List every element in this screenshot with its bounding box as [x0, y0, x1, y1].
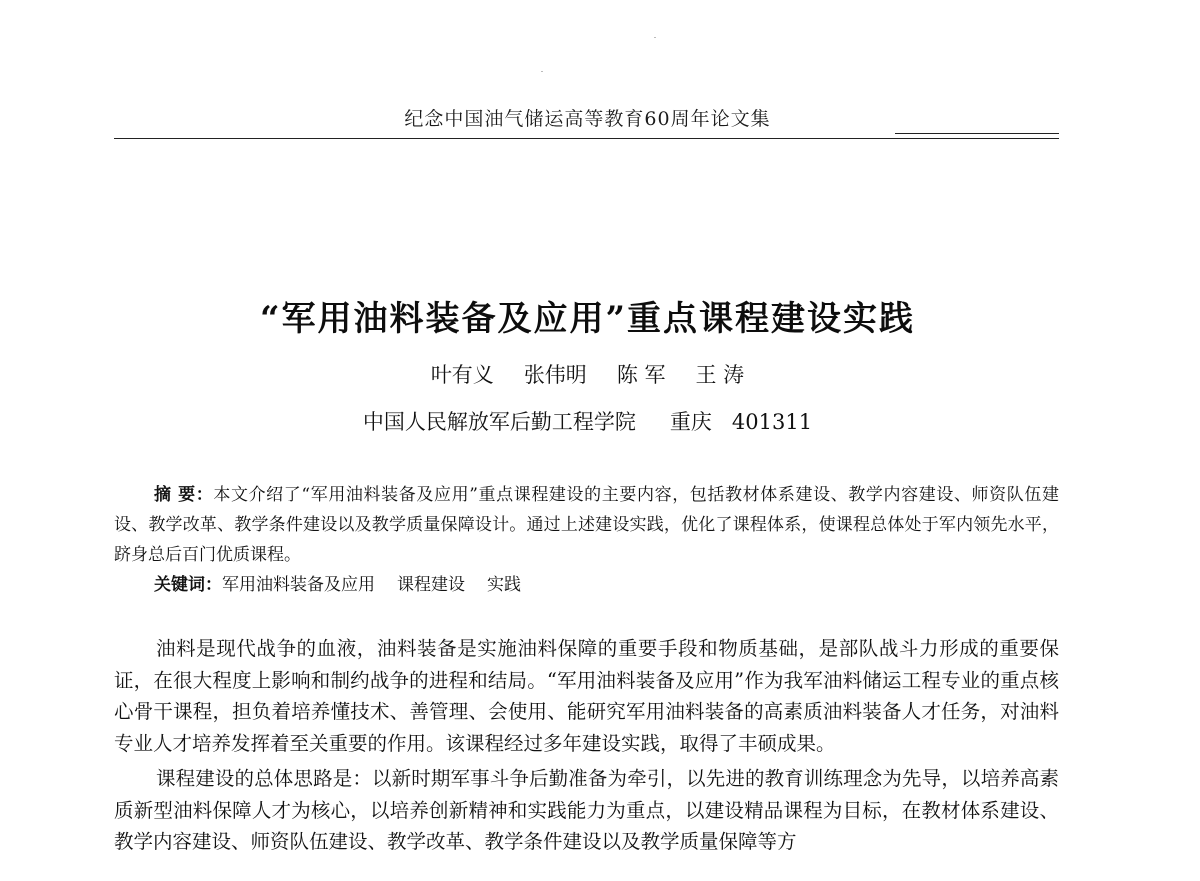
keywords	[154, 570, 1059, 600]
keyword: 军用油料装备及应用	[222, 575, 375, 595]
running-header: 纪念中国油气储运高等教育60周年论文集	[404, 108, 771, 130]
affiliation-postcode: 401311	[731, 410, 813, 434]
body-paragraph: 油料是现代战争的血液，油料装备是实施油料保障的重要手段和物质基础，是部队战斗力形成的重要保证，在很大程度上影响和制约战争的进程和结局。“军用油料装备及应用”作为我军油料储运工程专业的重点核心骨干课程，担负着培养懂技术、善管理、会使用、能研究军用油料装备的高素质油料装备人才任务，对油料专业人才培养发挥着至关重要的作用。该课程经过多年建设实践，取得了丰硕成果。	[114, 637, 1059, 755]
header-rule	[114, 138, 1059, 139]
abstract	[114, 480, 1059, 570]
author-name: 张伟明	[523, 363, 587, 387]
scan-speck	[541, 71, 543, 72]
author-list	[0, 359, 1175, 389]
header-rule-extra	[895, 133, 1059, 134]
abstract-label: 摘 要：	[154, 485, 214, 505]
scan-speck	[654, 37, 656, 38]
affiliation	[0, 406, 1175, 436]
author-name: 叶有义	[430, 363, 494, 387]
author-name: 王 涛	[695, 363, 745, 387]
author-name: 陈 军	[616, 363, 666, 387]
keywords-label: 关键词：	[154, 575, 222, 595]
affiliation-city: 重庆	[669, 410, 712, 434]
affiliation-institution: 中国人民解放军后勤工程学院	[362, 410, 636, 434]
paper-title: “军用油料装备及应用”重点课程建设实践	[259, 299, 916, 339]
abstract-text: 本文介绍了“军用油料装备及应用”重点课程建设的主要内容，包括教材体系建设、教学内容建设、师资队伍建设、教学改革、教学条件建设以及教学质量保障设计。通过上述建设实践，优化了课程体系，使课程总体处于军内领先水平，跻身总后百门优质课程。	[114, 485, 1059, 565]
body-paragraph: 课程建设的总体思路是：以新时期军事斗争后勤准备为牵引，以先进的教育训练理念为先导，以培养高素质新型油料保障人才为核心，以培养创新精神和实践能力为重点，以建设精品课程为目标，在教材体系建设、教学内容建设、师资队伍建设、教学改革、教学条件建设以及教学质量保障等方	[114, 767, 1059, 853]
body-text	[114, 633, 1059, 862]
keyword: 课程建设	[397, 575, 465, 595]
keyword: 实践	[487, 575, 521, 595]
affiliation-city-postcode	[670, 406, 812, 436]
